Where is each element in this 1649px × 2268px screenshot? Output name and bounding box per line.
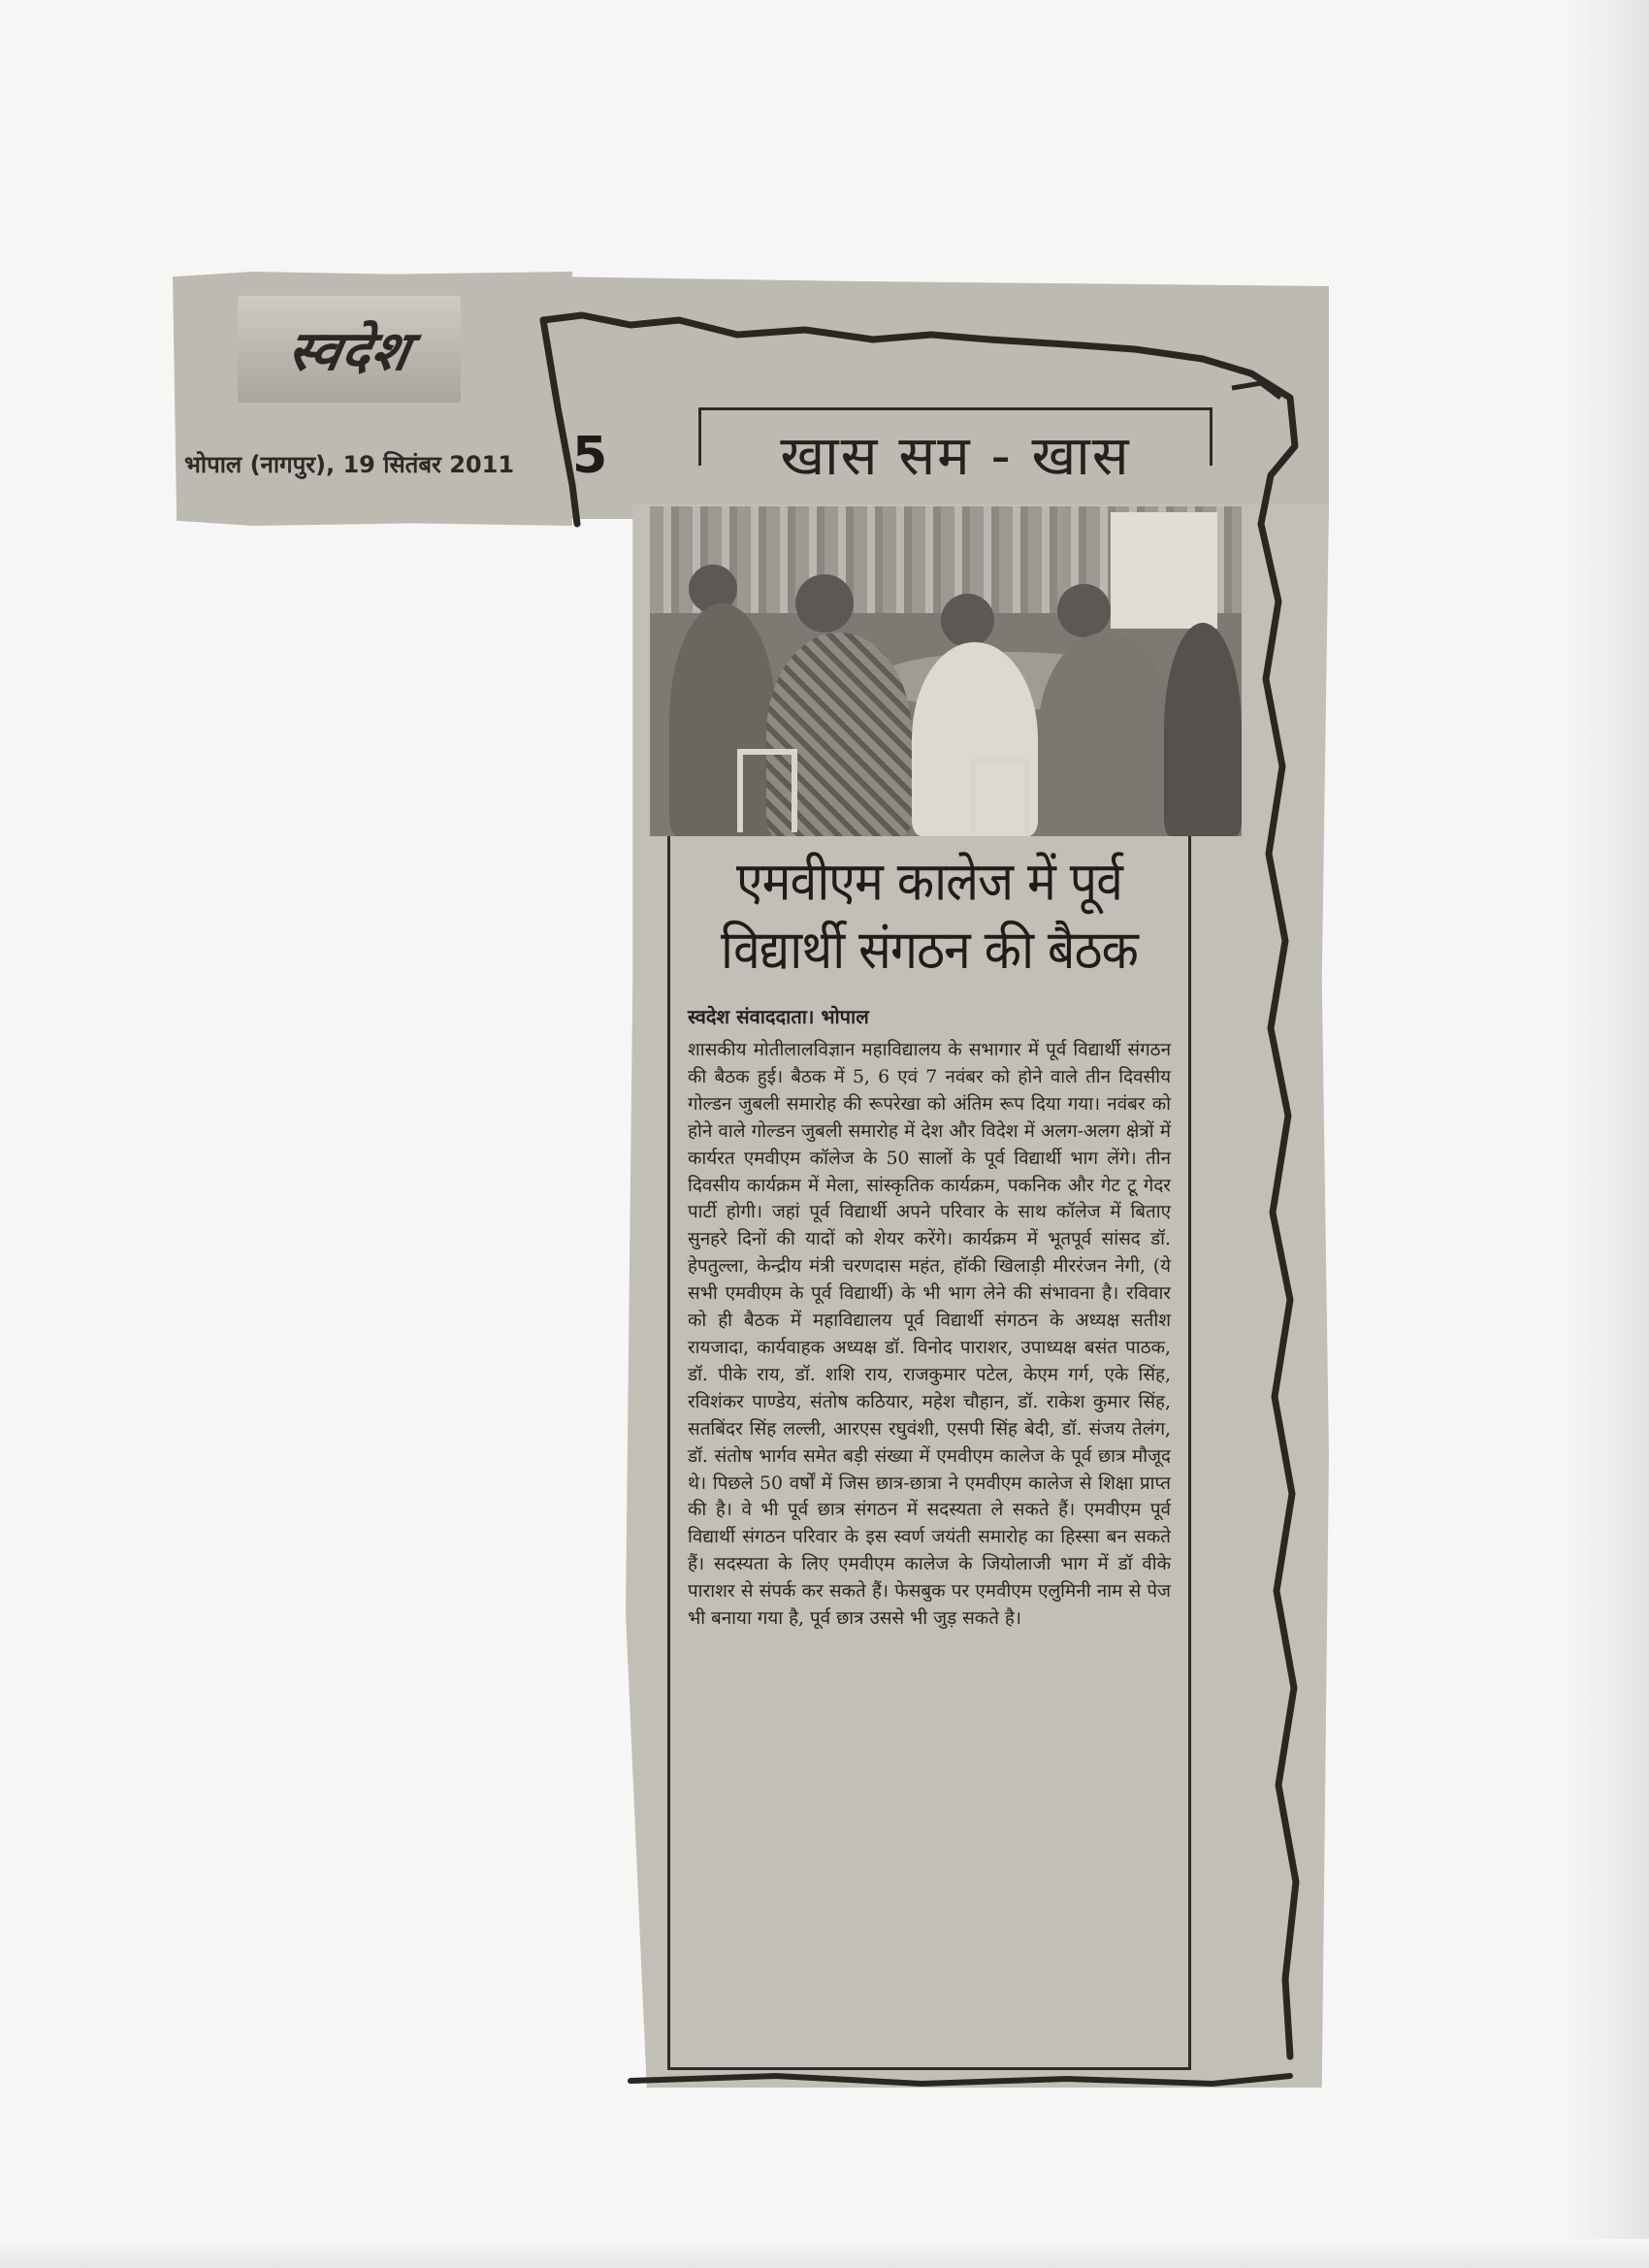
logo-text: स्वदेश — [282, 319, 415, 383]
photo-chair — [970, 759, 1030, 836]
page-edge-shadow — [1562, 0, 1649, 2268]
dateline: भोपाल (नागपुर), 19 सितंबर 2011 — [184, 451, 515, 478]
headline-line-1: एमवीएम कालेज में पूर्व — [736, 850, 1122, 913]
photo-person-head — [1057, 584, 1111, 637]
meeting-photo — [650, 506, 1242, 836]
photo-chair — [737, 749, 797, 832]
photo-window — [1111, 512, 1217, 629]
photo-person — [1164, 623, 1242, 836]
article-body: शासकीय मोतीलालविज्ञान महाविद्यालय के सभागार में पूर्व विद्यार्थी संगठन की बैठक हुई। बैठक में 5, 6 एवं 7 नवंबर को होने वाले तीन दिवसीय गोल्डन जुबली समारोह की रूपरेखा को अंतिम रूप दिया गया। नवंबर को होने वाले गोल्डन जुबली समारोह में देश और विदेश में अलग-अलग क्षेत्रों में कार्यरत एमवीएम कॉलेज के 50 सालों के पूर्व विद्यार्थी भाग लेंगे। तीन दिवसीय कार्यक्रम में मेला, सांस्कृतिक कार्यक्रम, पकनिक और गेट टू गेदर पार्टी होगी। जहां पूर्व विद्यार्थी अपने परिवार के साथ कॉलेज में बिताए सुनहरे दिनों की यादों को शेयर करेंगे। कार्यक्रम में भूतपूर्व सांसद डॉ. हेपतुल्ला, केन्द्रीय मंत्री चरणदास महंत, हॉकी खिलाड़ी मीररंजन नेगी, (ये सभी एमवीएम के पूर्व विद्यार्थी) के भी भाग लेने की संभावना है। रविवार को ही बैठक में महाविद्यालय पूर्व विद्यार्थी संगठन के अध्यक्ष सतीश रायजादा, कार्यवाहक अध्यक्ष डॉ. विनोद पाराशर, उपाध्यक्ष बसंत पाठक, डॉ. पीके राय, डॉ. शशि राय, राजकुमार पटेल, केएम गर्ग, एके सिंह, रविशंकर पाण्डेय, संतोष कठियार, महेश चौहान, डॉ. राकेश कुमार सिंह, सतबिंदर सिंह लल्ली, आरएस रघुवंशी, एसपी सिंह बेदी, डॉ. संजय तेलंग, डॉ. संतोष भार्गव समेत बड़ी संख्या में एमवीएम कालेज के पूर्व छात्र मौजूद थे। पिछले 50 वर्षों में जिस छात्र-छात्रा ने एमवीएम कालेज से शिक्षा प्राप्त की है। वे भी पूर्व छात्र संगठन में सदस्यता ले सकते हैं। एमवीएम पूर्व विद्यार्थी संगठन परिवार के इस स्वर्ण जयंती समारोह का हिस्सा बन सकते हैं। सदस्यता के लिए एमवीएम कालेज के जियोलाजी भाग में डॉ वीके पाराशर से संपर्क कर सकते हैं। फेसबुक पर एमवीएम एलुमिनी नाम से पेज भी बनाया गया है, पूर्व छात्र उससे भी जुड़ सकते है। — [688, 1040, 1171, 1630]
section-header — [698, 407, 1212, 498]
article — [667, 836, 1191, 2070]
photo-person-head — [941, 594, 994, 647]
page-bottom-shadow — [0, 2239, 1649, 2268]
section-title: खास सम - खास — [780, 425, 1131, 488]
page-number: 5 — [572, 427, 608, 485]
article-byline: स्वदेश संवाददाता। भोपाल — [688, 1005, 869, 1028]
newspaper-logo — [238, 296, 461, 403]
photo-person — [1038, 632, 1174, 836]
article-headline — [688, 848, 1171, 985]
headline-line-2: विद्यार्थी संगठन की बैठक — [721, 919, 1138, 982]
photo-person-head — [795, 574, 854, 632]
